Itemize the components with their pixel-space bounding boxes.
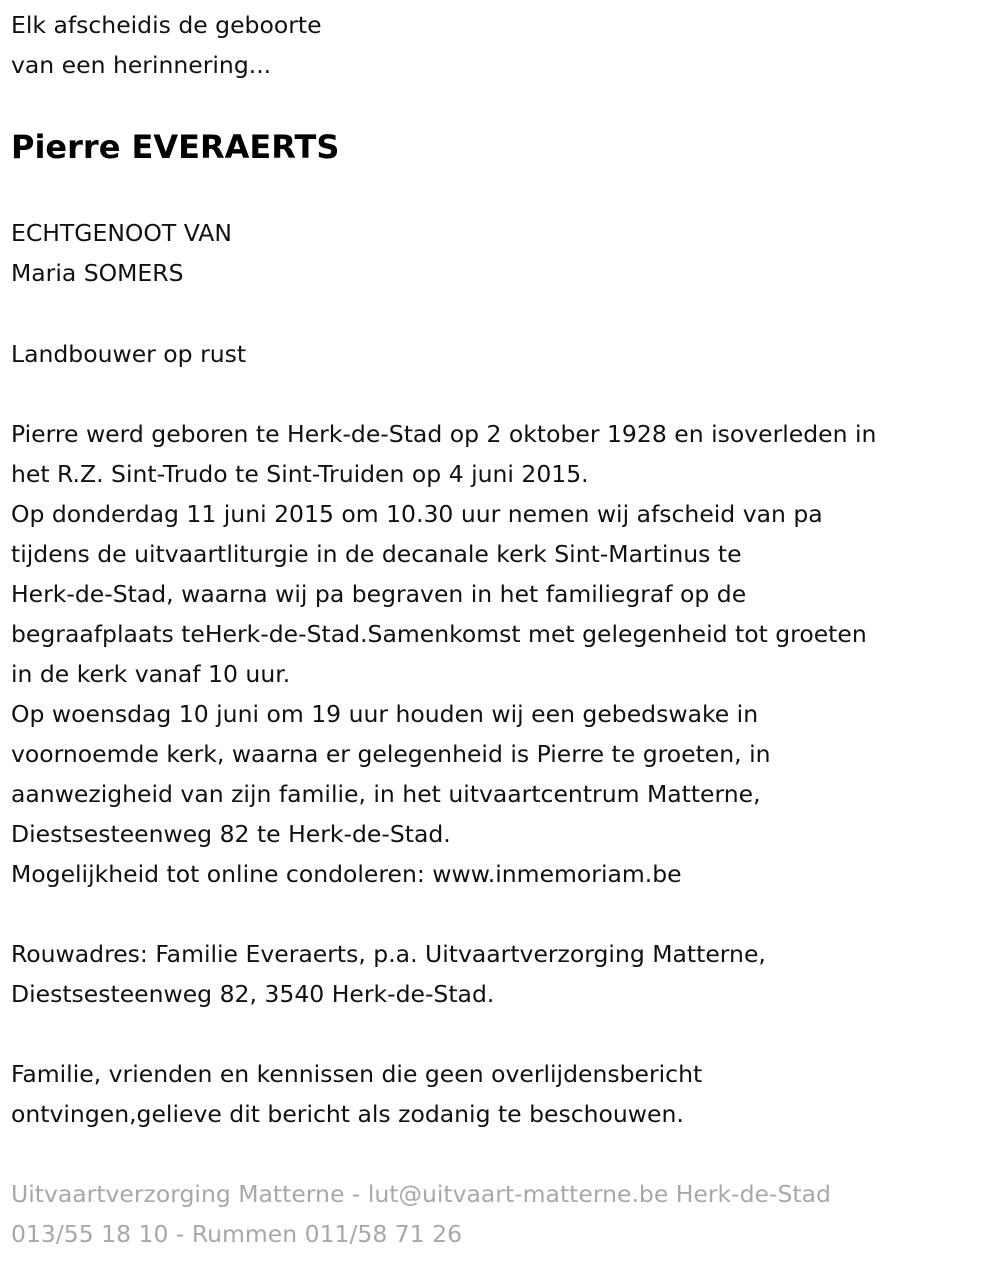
spouse-name: Maria SOMERS xyxy=(11,259,184,287)
footer xyxy=(11,1174,831,1254)
spouse xyxy=(11,213,232,293)
notice-line: Familie, vrienden en kennissen die geen overlijdensbericht xyxy=(11,1060,703,1088)
body-line: Herk-de-Stad, waarna wij pa begraven in het familiegraf op de xyxy=(11,580,747,608)
address-line: Diestsesteenweg 82, 3540 Herk-de-Stad. xyxy=(11,980,495,1008)
body-line: in de kerk vanaf 10 uur. xyxy=(11,660,291,688)
notice-line: ontvingen,gelieve dit bericht als zodanig te beschouwen. xyxy=(11,1100,684,1128)
body-line: Op woensdag 10 juni om 19 uur houden wij een gebedswake in xyxy=(11,700,759,728)
address-line: Rouwadres: Familie Everaerts, p.a. Uitvaartverzorging Matterne, xyxy=(11,940,766,968)
motto-line: van een herinnering... xyxy=(11,51,272,79)
body-line: aanwezigheid van zijn familie, in het uitvaartcentrum Matterne, xyxy=(11,780,761,808)
occupation xyxy=(11,334,246,374)
body-line: Op donderdag 11 juni 2015 om 10.30 uur nemen wij afscheid van pa xyxy=(11,500,823,528)
body-line: Diestsesteenweg 82 te Herk-de-Stad. xyxy=(11,820,451,848)
spouse-label: ECHTGENOOT VAN xyxy=(11,219,232,247)
body-line: begraafplaats teHerk-de-Stad.Samenkomst met gelegenheid tot groeten xyxy=(11,620,867,648)
mourning-address xyxy=(11,934,766,1014)
body-line: voornoemde kerk, waarna er gelegenheid is Pierre te groeten, in xyxy=(11,740,771,768)
deceased-name: Pierre EVERAERTS xyxy=(11,128,340,166)
body-line: Mogelijkheid tot online condoleren: www.inmemoriam.be xyxy=(11,860,682,888)
footer-line: 013/55 18 10 - Rummen 011/58 71 26 xyxy=(11,1220,463,1248)
notice xyxy=(11,1054,702,1134)
motto-line: Elk afscheidis de geboorte xyxy=(11,11,322,39)
body-line: het R.Z. Sint-Trudo te Sint-Truiden op 4 juni 2015. xyxy=(11,460,589,488)
body-line: tijdens de uitvaartliturgie in de decanale kerk Sint-Martinus te xyxy=(11,540,742,568)
body-text xyxy=(11,414,876,894)
footer-line: Uitvaartverzorging Matterne - lut@uitvaart-matterne.be Herk-de-Stad xyxy=(11,1180,831,1208)
motto xyxy=(11,5,322,85)
occupation-text: Landbouwer op rust xyxy=(11,340,247,368)
body-line: Pierre werd geboren te Herk-de-Stad op 2 oktober 1928 en isoverleden in xyxy=(11,420,877,448)
